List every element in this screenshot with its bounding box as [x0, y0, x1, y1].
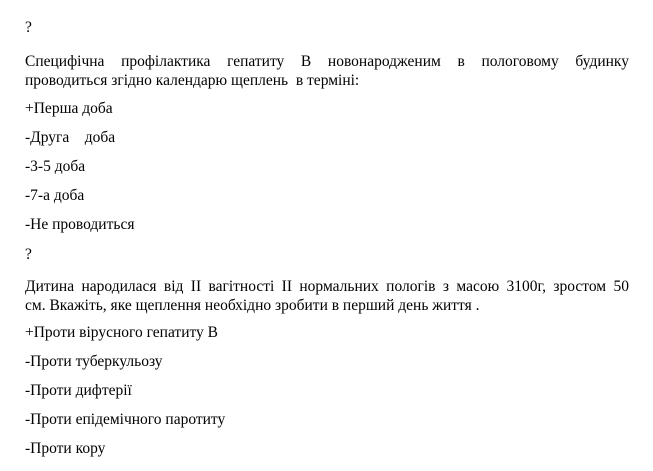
- question-text-line: проводиться згідно календарю щеплень в терміні:: [25, 72, 360, 89]
- answer-option: -Проти епідемічного паротиту: [25, 411, 226, 428]
- question-text-line: Дитина народилася від II вагітності II нормальних пологів з масою 3100г, зростом 50: [25, 278, 629, 295]
- answer-option: -Проти дифтерії: [25, 382, 132, 399]
- question-text: [25, 277, 629, 315]
- question-text: [25, 52, 629, 90]
- answer-option: -Друга доба: [25, 129, 116, 146]
- answer-option: -Проти кору: [25, 440, 106, 457]
- question-text-line: Специфічна профілактика гепатиту В новонародженим в пологовому будинку: [25, 53, 629, 70]
- question-marker: ?: [25, 246, 32, 263]
- answer-option-correct: +Перша доба: [25, 100, 113, 117]
- answer-option: -7-а доба: [25, 187, 85, 204]
- answer-option: -3-5 доба: [25, 158, 86, 175]
- answer-option-correct: +Проти вірусного гепатиту В: [25, 324, 219, 341]
- answer-option: -Проти туберкульозу: [25, 353, 163, 370]
- question-marker: ?: [25, 19, 32, 36]
- answer-option: -Не проводиться: [25, 216, 135, 233]
- question-text-line: см. Вкажіть, яке щеплення необхідно зробити в перший день життя .: [25, 297, 480, 314]
